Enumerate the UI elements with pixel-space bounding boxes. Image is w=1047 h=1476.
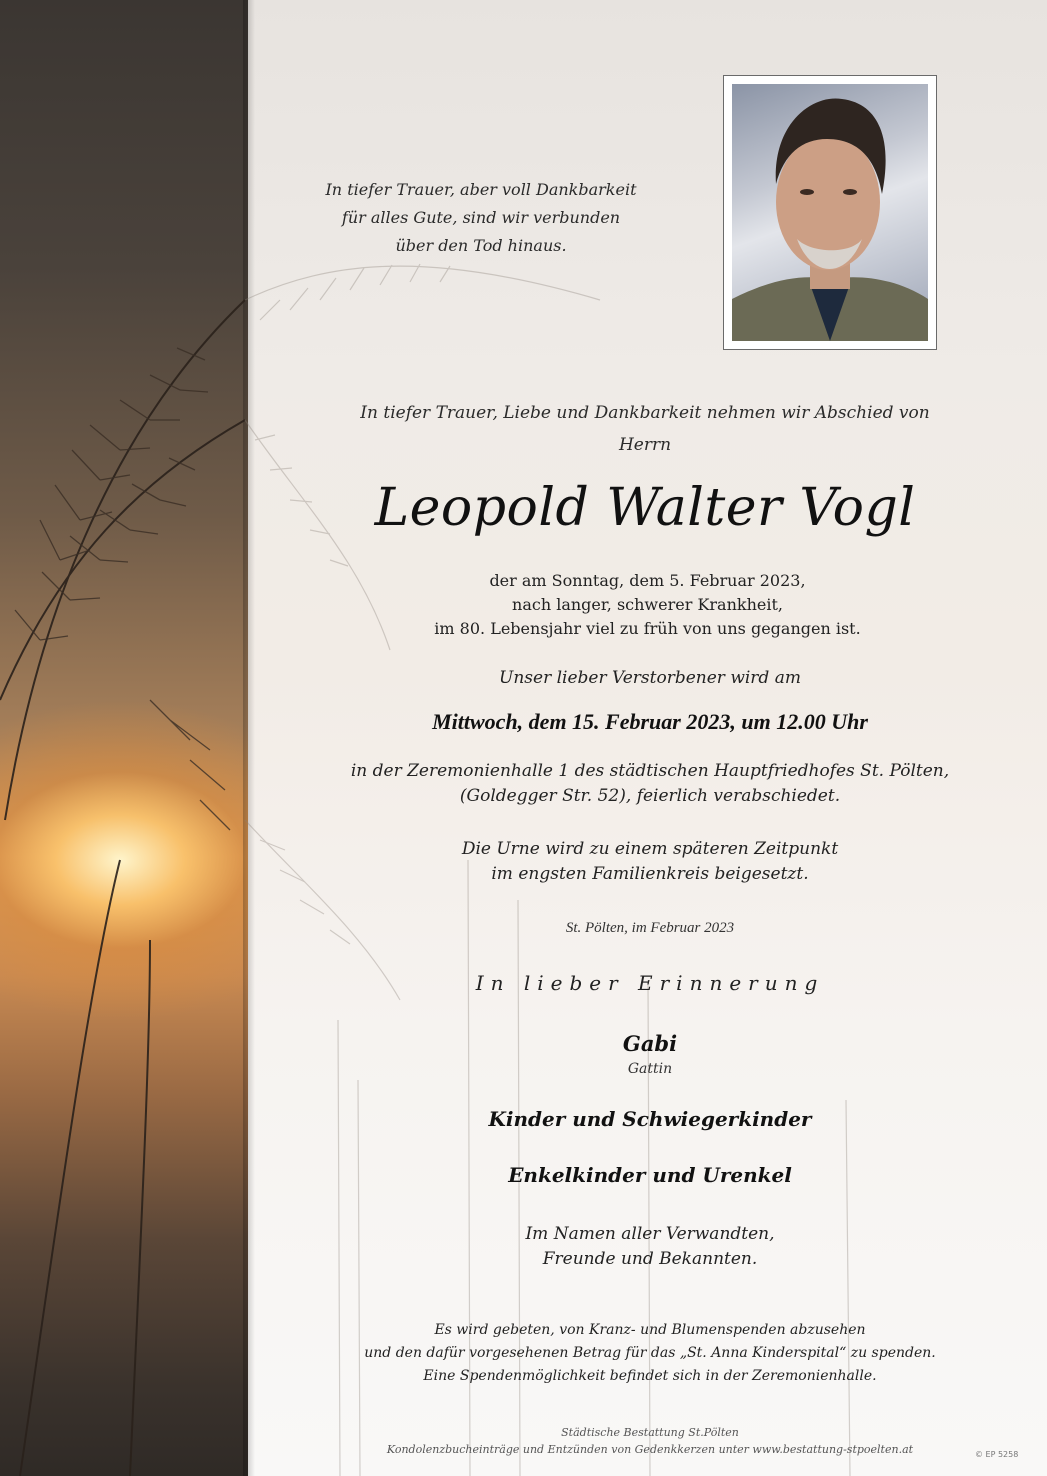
announcement <box>340 397 950 461</box>
ceremony-place-line: in der Zeremonienhalle 1 des städtischen Hauptfriedhofes St. Pölten, <box>350 761 950 781</box>
copyright-mark: © EP 5258 <box>975 1450 1019 1459</box>
urn-burial-line: im engsten Familienkreis beigesetzt. <box>491 864 809 884</box>
announcement-line: In tiefer Trauer, Liebe und Dankbarkeit nehmen wir Abschied von <box>360 403 930 423</box>
footer-organization: Städtische Bestattung St.Pölten <box>561 1426 739 1439</box>
portrait-frame <box>723 75 937 350</box>
portrait-photo <box>732 84 928 341</box>
intro-quote-line: für alles Gute, sind wir verbunden <box>341 208 621 227</box>
intro-quote-line: In tiefer Trauer, aber voll Dankbarkeit <box>325 180 637 199</box>
mourner-spouse-role: Gattin <box>627 1061 673 1077</box>
relatives-line: Im Namen aller Verwandten, <box>525 1224 775 1244</box>
urn-burial-line: Die Urne wird zu einem späteren Zeitpunkt <box>461 839 839 859</box>
deceased-name: Leopold Walter Vogl <box>374 478 916 538</box>
urn-burial-text <box>420 837 880 887</box>
ceremony-datetime: Mittwoch, dem 15. Februar 2023, um 12.00 Uhr <box>432 709 868 734</box>
death-notice-line: nach langer, schwerer Krankheit, <box>512 595 783 614</box>
intro-quote-line: über den Tod hinaus. <box>395 236 567 255</box>
portrait-illustration <box>732 84 928 341</box>
mourner-grandchildren: Enkelkinder und Urenkel <box>508 1163 792 1187</box>
footer-condolence-link[interactable]: Kondolenzbucheinträge und Entzünden von Gedenkkerzen unter www.bestattung-stpoelten.at <box>386 1443 914 1456</box>
relatives-line: Freunde und Bekannten. <box>542 1249 758 1269</box>
ceremony-place-line: (Goldegger Str. 52), feierlich verabschiedet. <box>459 786 841 806</box>
relatives-text <box>420 1222 880 1272</box>
donation-line: Es wird gebeten, von Kranz- und Blumenspenden abzusehen <box>434 1322 866 1338</box>
place-and-date: St. Pölten, im Februar 2023 <box>565 920 735 936</box>
donation-line: Eine Spendenmöglichkeit befindet sich in der Zeremonienhalle. <box>423 1368 877 1384</box>
donation-line: und den dafür vorgesehenen Betrag für das „St. Anna Kinderspital“ zu spenden. <box>364 1345 936 1361</box>
mourner-spouse-name: Gabi <box>622 1031 678 1056</box>
death-notice-text <box>380 569 915 641</box>
ceremony-place <box>330 759 970 809</box>
ceremony-intro: Unser lieber Verstorbener wird am <box>499 668 801 688</box>
intro-quote <box>300 176 662 260</box>
death-notice-line: der am Sonntag, dem 5. Februar 2023, <box>489 571 806 590</box>
death-notice-line: im 80. Lebensjahr viel zu früh von uns gegangen ist. <box>434 619 861 638</box>
announcement-line: Herrn <box>618 435 672 455</box>
donation-request <box>340 1319 960 1388</box>
mourner-children: Kinder und Schwiegerkinder <box>488 1107 812 1131</box>
memory-heading: In lieber Erinnerung <box>475 971 825 995</box>
